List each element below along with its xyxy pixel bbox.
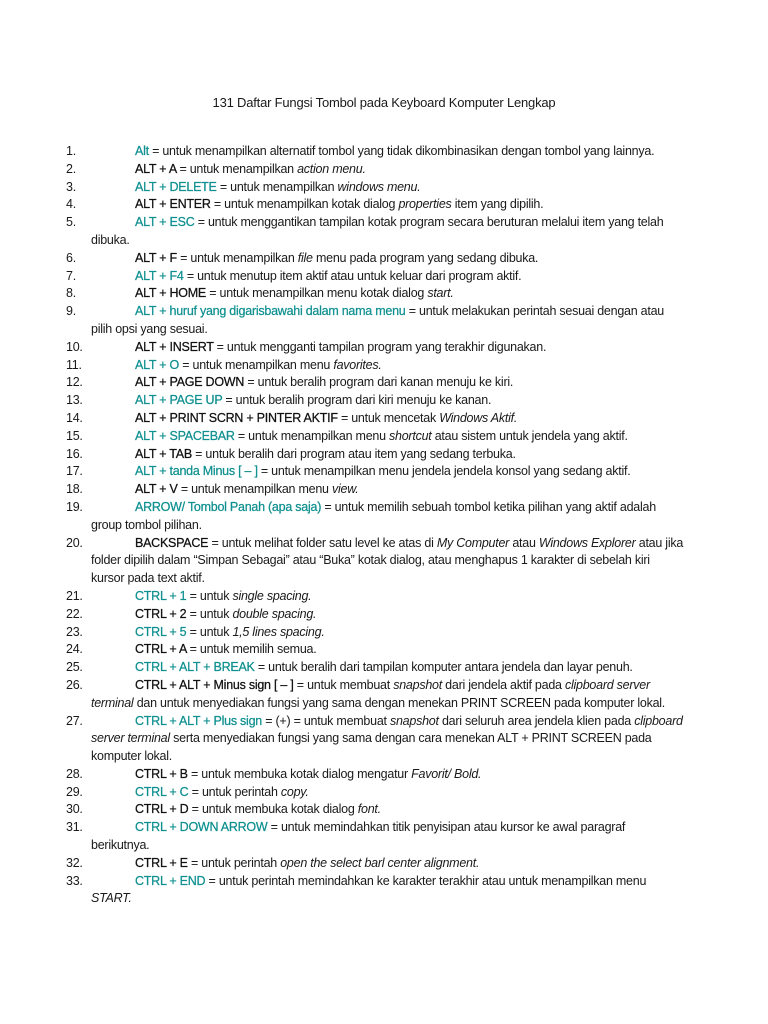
item-description: = untuk melihat folder satu level ke atas di bbox=[208, 535, 437, 550]
item-number: 8. bbox=[66, 286, 76, 301]
shortcut-key: CTRL + C bbox=[135, 784, 189, 799]
shortcut-key: ALT + ENTER bbox=[135, 197, 211, 212]
item-number: 32. bbox=[66, 855, 83, 870]
item-italic-term: open the select barl center alignment. bbox=[280, 855, 480, 870]
item-number: 12. bbox=[66, 375, 83, 390]
list-item bbox=[66, 196, 686, 214]
item-description: atau jika folder dipilih dalam “Simpan Sebagai” atau “Buka” kotak dialog, atau menghapus 1 karakter di sebelah kiri kursor pada text aktif. bbox=[91, 535, 684, 586]
item-description: = untuk mengganti tampilan program yang terakhir digunakan. bbox=[213, 339, 547, 354]
item-text bbox=[91, 179, 686, 197]
item-description: = untuk perintah bbox=[188, 784, 281, 799]
item-italic-term: font. bbox=[357, 802, 381, 817]
shortcut-key: ALT + O bbox=[135, 357, 179, 372]
item-description: = untuk beralih dari tampilan komputer antara jendela dan layar penuh. bbox=[254, 660, 633, 675]
item-italic-term: properties bbox=[398, 197, 452, 212]
item-description: = untuk menutup item aktif atau untuk keluar dari program aktif. bbox=[183, 268, 522, 283]
item-description: dari seluruh area jendela klien pada bbox=[438, 713, 635, 728]
item-number: 11. bbox=[66, 357, 82, 372]
list-item bbox=[66, 268, 686, 286]
item-text bbox=[91, 624, 686, 642]
item-italic-term: single spacing. bbox=[232, 588, 312, 603]
shortcut-key: ALT + tanda Minus [ – ] bbox=[135, 464, 258, 479]
item-text bbox=[91, 766, 686, 784]
shortcut-key: ALT + DELETE bbox=[135, 179, 217, 194]
shortcut-key: CTRL + 2 bbox=[135, 606, 187, 621]
item-number: 20. bbox=[66, 535, 83, 550]
item-number: 31. bbox=[66, 820, 83, 835]
shortcut-key: ALT + SPACEBAR bbox=[135, 428, 235, 443]
list-item bbox=[66, 446, 686, 464]
shortcut-key: ALT + PAGE UP bbox=[135, 393, 223, 408]
item-italic-term: shortcut bbox=[389, 428, 432, 443]
item-number: 29. bbox=[66, 784, 83, 799]
item-text bbox=[91, 535, 686, 588]
item-number: 27. bbox=[66, 713, 83, 728]
shortcut-key: ALT + PAGE DOWN bbox=[135, 375, 245, 390]
shortcut-key: CTRL + 5 bbox=[135, 624, 187, 639]
shortcut-key: ARROW/ Tombol Panah (apa saja) bbox=[135, 499, 322, 514]
item-description: = untuk menggantikan tampilan kotak program secara beruturan melalui item yang telah dibuka. bbox=[91, 215, 664, 247]
shortcut-key: Alt bbox=[135, 144, 149, 158]
item-description: = (+) = untuk membuat bbox=[261, 713, 390, 728]
list-item bbox=[66, 481, 686, 499]
item-description: = untuk mencetak bbox=[337, 410, 440, 425]
shortcut-key: BACKSPACE bbox=[135, 535, 209, 550]
item-description: = untuk beralih program dari kanan menuju ke kiri. bbox=[244, 375, 514, 390]
list-item bbox=[66, 766, 686, 784]
item-description: = untuk menampilkan menu kotak dialog bbox=[206, 286, 428, 301]
item-description: = untuk beralih dari program atau item yang sedang terbuka. bbox=[191, 446, 516, 461]
shortcut-key: CTRL + B bbox=[135, 766, 188, 781]
list-item bbox=[66, 606, 686, 624]
item-description: = untuk memilih semua. bbox=[186, 642, 317, 657]
item-description: = untuk membuat bbox=[293, 677, 394, 692]
item-number: 33. bbox=[66, 873, 83, 888]
item-description: = untuk membuka kotak dialog mengatur bbox=[187, 766, 412, 781]
item-italic-term: clipboard server terminal bbox=[91, 713, 683, 746]
item-number: 4. bbox=[66, 197, 76, 212]
item-text bbox=[91, 641, 686, 659]
item-text bbox=[91, 801, 686, 819]
item-description: = untuk menampilkan alternatif tombol yang tidak dikombinasikan dengan tombol yang lainnya. bbox=[148, 144, 655, 158]
shortcut-key: ALT + V bbox=[135, 482, 178, 497]
shortcut-key: ALT + A bbox=[135, 161, 177, 176]
list-item bbox=[66, 143, 686, 161]
list-item bbox=[66, 624, 686, 642]
item-text bbox=[91, 357, 686, 375]
item-description: = untuk menampilkan menu bbox=[234, 428, 390, 443]
list-item bbox=[66, 713, 686, 766]
item-description: = untuk menampilkan menu jendela jendela konsol yang sedang aktif. bbox=[257, 464, 631, 479]
item-italic-term: START. bbox=[91, 891, 132, 906]
item-description: serta menyediakan fungsi yang sama dengan cara menekan ALT + PRINT SCREEN pada komputer lokal. bbox=[91, 731, 652, 764]
item-number: 16. bbox=[66, 446, 83, 461]
item-italic-term: copy. bbox=[280, 784, 309, 799]
shortcut-key: CTRL + E bbox=[135, 855, 188, 870]
item-description: = untuk menampilkan kotak dialog bbox=[210, 197, 399, 212]
item-number: 22. bbox=[66, 606, 83, 621]
item-number: 14. bbox=[66, 410, 83, 425]
item-italic-term: favorites. bbox=[333, 357, 382, 372]
item-italic-term: Windows Explorer bbox=[538, 535, 636, 550]
list-item bbox=[66, 535, 686, 588]
item-number: 15. bbox=[66, 428, 83, 443]
item-text bbox=[91, 713, 686, 766]
item-text bbox=[91, 463, 686, 481]
list-item bbox=[66, 339, 686, 357]
item-italic-term: Favorit/ Bold. bbox=[411, 766, 482, 781]
item-text bbox=[91, 285, 686, 303]
item-italic-term: snapshot bbox=[393, 677, 442, 692]
item-number: 10. bbox=[66, 339, 83, 354]
shortcut-key: ALT + F bbox=[135, 250, 177, 265]
item-description: menu pada program yang sedang dibuka. bbox=[312, 250, 539, 265]
item-number: 23. bbox=[66, 624, 83, 639]
list-item bbox=[66, 801, 686, 819]
item-number: 9. bbox=[66, 304, 76, 319]
item-italic-term: My Computer bbox=[436, 535, 510, 550]
item-text bbox=[91, 392, 686, 410]
item-text bbox=[91, 659, 686, 677]
list-item bbox=[66, 873, 686, 909]
list-item bbox=[66, 641, 686, 659]
item-description: = untuk menampilkan menu bbox=[177, 482, 332, 497]
shortcut-key: CTRL + 1 bbox=[135, 588, 187, 603]
item-text bbox=[91, 303, 686, 339]
item-number: 24. bbox=[66, 642, 83, 657]
list-item bbox=[66, 677, 686, 713]
item-text bbox=[91, 143, 686, 161]
item-number: 1. bbox=[66, 144, 76, 158]
page-title: 131 Daftar Fungsi Tombol pada Keyboard Komputer Lengkap bbox=[212, 95, 556, 110]
list-item bbox=[66, 819, 686, 855]
item-text bbox=[91, 499, 686, 535]
item-description: = untuk membuka kotak dialog bbox=[188, 802, 358, 817]
item-number: 3. bbox=[66, 179, 76, 194]
item-text bbox=[91, 410, 686, 428]
item-description: = untuk menampilkan menu bbox=[179, 357, 334, 372]
list-item bbox=[66, 179, 686, 197]
item-text bbox=[91, 428, 686, 446]
item-number: 18. bbox=[66, 482, 83, 497]
item-description: atau sistem untuk jendela yang aktif. bbox=[431, 428, 628, 443]
item-italic-term: windows menu. bbox=[337, 179, 421, 194]
item-description: atau bbox=[509, 535, 539, 550]
list-item bbox=[66, 784, 686, 802]
item-text bbox=[91, 481, 686, 499]
shortcut-key: ALT + F4 bbox=[135, 268, 184, 283]
shortcut-key: CTRL + D bbox=[135, 802, 189, 817]
item-italic-term: file bbox=[297, 250, 313, 265]
item-description: = untuk perintah memindahkan ke karakter terakhir atau untuk menampilkan menu bbox=[205, 873, 647, 888]
item-description: = untuk menampilkan bbox=[176, 250, 298, 265]
item-number: 13. bbox=[66, 393, 83, 408]
item-description: = untuk menampilkan bbox=[176, 161, 298, 176]
item-description: = untuk menampilkan bbox=[216, 179, 338, 194]
item-description: = untuk melakukan perintah sesuai dengan atau pilih opsi yang sesuai. bbox=[91, 304, 664, 336]
item-description: = untuk perintah bbox=[187, 855, 281, 870]
item-number: 30. bbox=[66, 802, 83, 817]
item-italic-term: snapshot bbox=[389, 713, 439, 728]
item-text bbox=[91, 606, 686, 624]
item-text bbox=[91, 214, 686, 250]
item-italic-term: Windows Aktif. bbox=[439, 410, 518, 425]
item-text bbox=[91, 855, 686, 873]
item-text bbox=[91, 819, 686, 855]
list-item bbox=[66, 250, 686, 268]
item-text bbox=[91, 250, 686, 268]
item-description: item yang dipilih. bbox=[451, 197, 544, 212]
shortcut-key: ALT + INSERT bbox=[135, 339, 214, 354]
item-number: 28. bbox=[66, 766, 83, 781]
list-item bbox=[66, 855, 686, 873]
item-italic-term: view. bbox=[331, 482, 359, 497]
shortcut-key: ALT + ESC bbox=[135, 215, 195, 230]
item-description: dan untuk menyediakan fungsi yang sama dengan menekan PRINT SCREEN pada komputer lokal. bbox=[133, 695, 666, 710]
item-description: = untuk bbox=[186, 606, 233, 621]
item-italic-term: 1,5 lines spacing. bbox=[232, 624, 325, 639]
item-number: 21. bbox=[66, 588, 83, 603]
shortcut-key: ALT + huruf yang digarisbawahi dalam nama menu bbox=[135, 304, 406, 319]
shortcut-key: ALT + HOME bbox=[135, 286, 207, 301]
item-number: 7. bbox=[66, 268, 76, 283]
item-description: = untuk bbox=[186, 588, 233, 603]
item-description: = untuk memindahkan titik penyisipan atau kursor ke awal paragraf berikutnya. bbox=[91, 820, 626, 853]
list-item bbox=[66, 499, 686, 535]
shortcut-list bbox=[66, 143, 686, 908]
item-italic-term: double spacing. bbox=[232, 606, 317, 621]
shortcut-key: CTRL + A bbox=[135, 642, 187, 657]
item-description: dari jendela aktif pada bbox=[441, 677, 565, 692]
item-description: = untuk beralih program dari kiri menuju ke kanan. bbox=[222, 393, 492, 408]
list-item bbox=[66, 410, 686, 428]
item-description: = untuk memilih sebuah tombol ketika pilihan yang aktif adalah group tombol pilihan. bbox=[91, 499, 656, 532]
list-item bbox=[66, 161, 686, 179]
item-number: 2. bbox=[66, 161, 76, 176]
item-text bbox=[91, 268, 686, 286]
item-number: 17. bbox=[66, 464, 83, 479]
item-number: 5. bbox=[66, 215, 76, 230]
list-item bbox=[66, 428, 686, 446]
item-text bbox=[91, 196, 686, 214]
list-item bbox=[66, 588, 686, 606]
item-text bbox=[91, 161, 686, 179]
item-italic-term: action menu. bbox=[297, 161, 366, 176]
item-text bbox=[91, 784, 686, 802]
item-number: 25. bbox=[66, 660, 83, 675]
list-item bbox=[66, 285, 686, 303]
shortcut-key: CTRL + ALT + Plus sign bbox=[135, 713, 262, 728]
list-item bbox=[66, 392, 686, 410]
item-number: 19. bbox=[66, 499, 83, 514]
list-item bbox=[66, 303, 686, 339]
item-number: 6. bbox=[66, 250, 76, 265]
item-text bbox=[91, 374, 686, 392]
item-description: = untuk bbox=[186, 624, 233, 639]
list-item bbox=[66, 463, 686, 481]
item-italic-term: start. bbox=[427, 286, 454, 301]
item-number: 26. bbox=[66, 677, 83, 692]
shortcut-key: CTRL + END bbox=[135, 873, 206, 888]
shortcut-key: CTRL + ALT + Minus sign [ – ] bbox=[135, 677, 294, 692]
item-text bbox=[91, 588, 686, 606]
item-text bbox=[91, 446, 686, 464]
list-item bbox=[66, 374, 686, 392]
shortcut-key: CTRL + DOWN ARROW bbox=[135, 820, 268, 835]
item-italic-term: clipboard server terminal bbox=[91, 677, 650, 710]
shortcut-key: ALT + PRINT SCRN + PINTER AKTIF bbox=[135, 410, 338, 425]
list-item bbox=[66, 214, 686, 250]
list-item bbox=[66, 659, 686, 677]
item-text bbox=[91, 873, 686, 909]
item-text bbox=[91, 339, 686, 357]
shortcut-key: ALT + TAB bbox=[135, 446, 192, 461]
shortcut-key: CTRL + ALT + BREAK bbox=[135, 660, 255, 675]
list-item bbox=[66, 357, 686, 375]
item-text bbox=[91, 677, 686, 713]
